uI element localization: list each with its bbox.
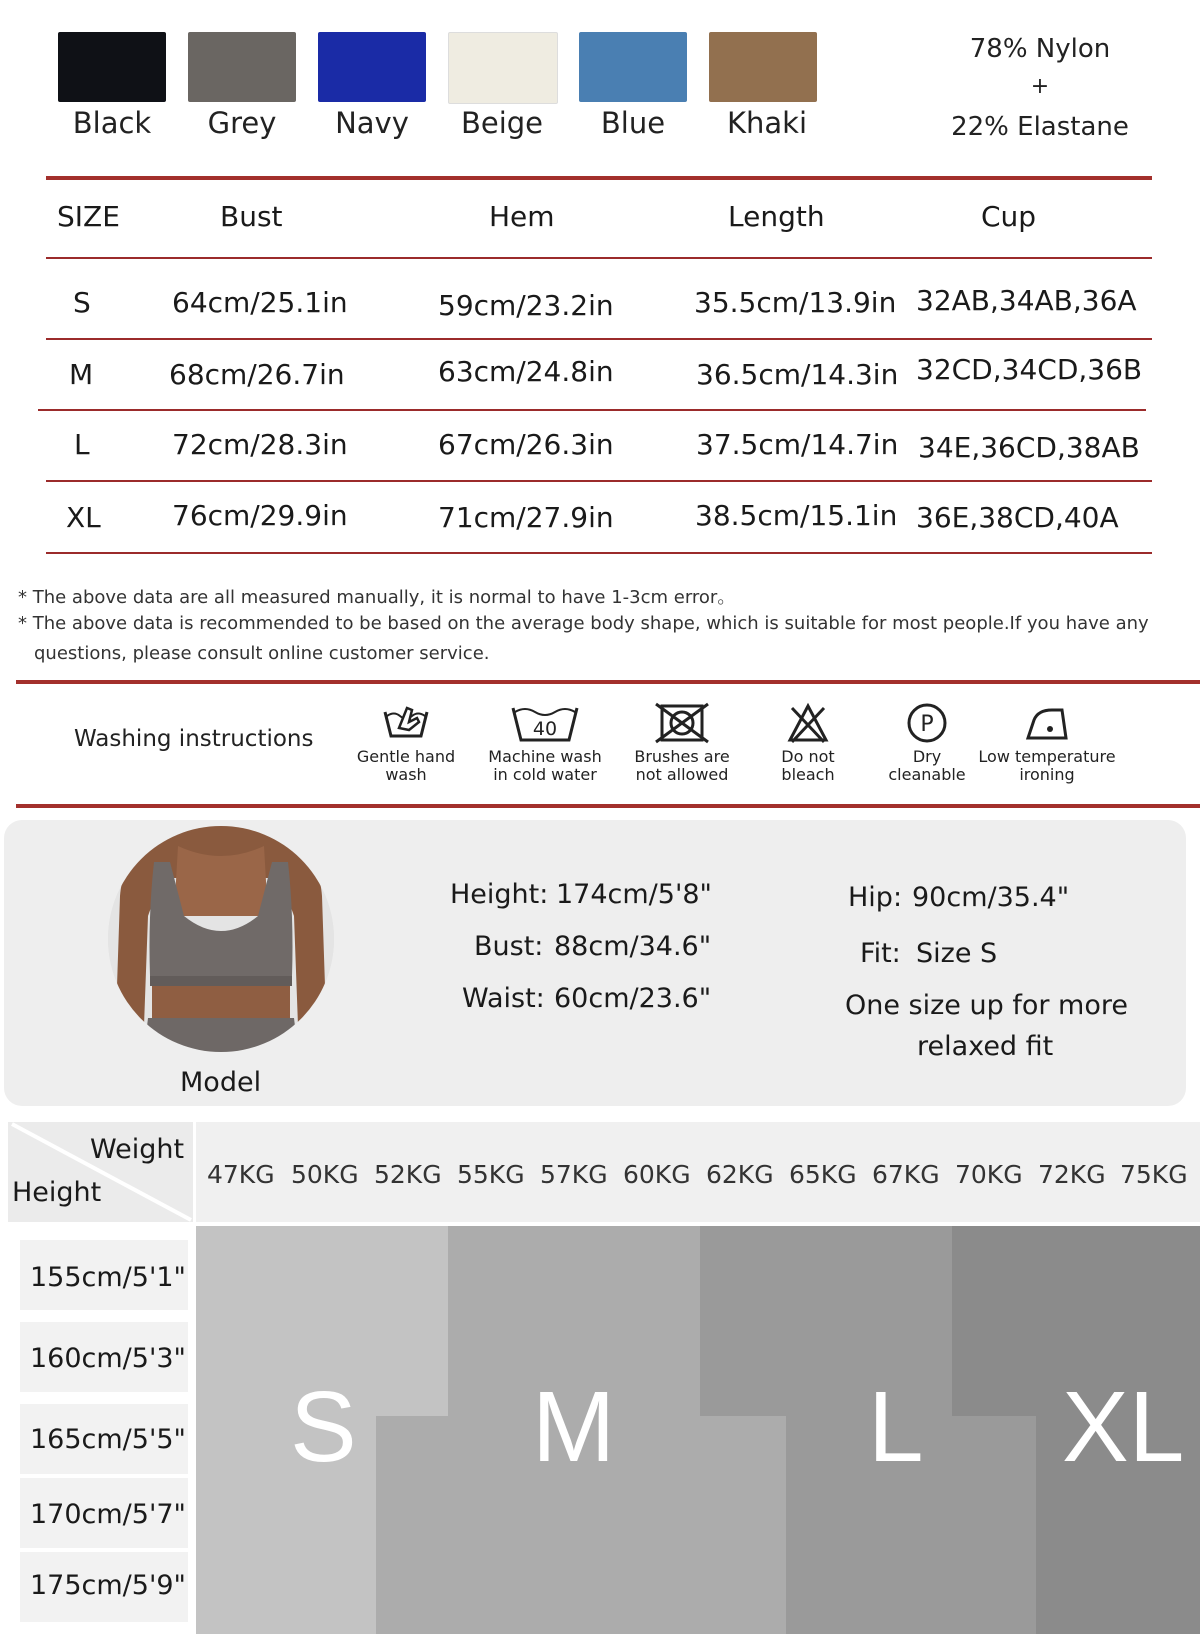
table-cell: 32AB,34AB,36A bbox=[916, 284, 1137, 317]
table-rule bbox=[38, 409, 1146, 411]
low-temp-iron-icon bbox=[1022, 702, 1072, 744]
weight-label: 50KG bbox=[291, 1160, 359, 1189]
table-cell: 38.5cm/15.1in bbox=[695, 499, 898, 532]
table-cell: M bbox=[69, 358, 94, 391]
swatch-navy bbox=[318, 32, 426, 102]
height-label: 160cm/5'3" bbox=[30, 1343, 186, 1374]
size-zone-m: M bbox=[532, 1371, 616, 1483]
swatch-label-grey: Grey bbox=[207, 106, 277, 140]
size-zone-s: S bbox=[290, 1371, 357, 1483]
dry-clean-icon bbox=[905, 702, 949, 744]
hip-label: Hip: bbox=[848, 882, 903, 913]
bust-value: 88cm/34.6" bbox=[554, 931, 712, 962]
wash-item-dry-clean bbox=[857, 702, 997, 784]
header-cup: Cup bbox=[981, 200, 1037, 233]
table-cell: 32CD,34CD,36B bbox=[916, 353, 1143, 386]
table-cell: 37.5cm/14.7in bbox=[696, 428, 899, 461]
swatch-grey bbox=[188, 32, 296, 102]
table-cell: XL bbox=[66, 501, 101, 534]
table-cell: 59cm/23.2in bbox=[438, 289, 614, 322]
washing-title: Washing instructions bbox=[74, 726, 314, 752]
table-cell: 34E,36CD,38AB bbox=[918, 431, 1140, 464]
model-silhouette bbox=[108, 826, 334, 1052]
no-bleach-icon bbox=[786, 702, 830, 744]
swatch-label-khaki: Khaki bbox=[726, 106, 808, 140]
bust-label: Bust: bbox=[474, 931, 544, 962]
swatch-label-navy: Navy bbox=[335, 106, 409, 140]
hip-value: 90cm/35.4" bbox=[912, 882, 1070, 913]
note-line: questions, please consult online customer service. bbox=[34, 643, 490, 664]
table-rule bbox=[46, 552, 1152, 554]
weight-label: 70KG bbox=[955, 1160, 1023, 1189]
swatch-black bbox=[58, 32, 166, 102]
weight-label: 47KG bbox=[207, 1160, 275, 1189]
height-label: 155cm/5'1" bbox=[30, 1262, 186, 1293]
swatch-label-beige: Beige bbox=[460, 106, 544, 140]
note-line: * The above data are all measured manually, it is normal to have 1-3cm error。 bbox=[18, 587, 736, 608]
table-top-rule bbox=[46, 176, 1152, 180]
table-cell: 36.5cm/14.3in bbox=[696, 358, 899, 391]
weight-axis-label: Weight bbox=[90, 1134, 185, 1165]
weight-label: 62KG bbox=[706, 1160, 774, 1189]
table-cell: L bbox=[74, 428, 90, 461]
table-rule bbox=[46, 257, 1152, 259]
wash-label: Dry cleanable bbox=[888, 747, 966, 784]
height-label: 165cm/5'5" bbox=[30, 1424, 186, 1455]
weight-label: 65KG bbox=[789, 1160, 857, 1189]
no-tumble-dry-icon bbox=[652, 702, 712, 744]
material-nylon: 78% Nylon bbox=[969, 34, 1111, 64]
material-plus: + bbox=[1030, 74, 1050, 99]
size-zone-l: L bbox=[868, 1371, 924, 1483]
height-label: 175cm/5'9" bbox=[30, 1570, 186, 1601]
washing-top-rule bbox=[16, 680, 1200, 684]
header-hem: Hem bbox=[489, 200, 555, 233]
wash-item-brush bbox=[612, 702, 752, 784]
header-size: SIZE bbox=[57, 200, 120, 233]
material-elastane: 22% Elastane bbox=[951, 112, 1129, 142]
table-cell: 36E,38CD,40A bbox=[916, 501, 1119, 534]
swatch-khaki bbox=[709, 32, 817, 102]
wash-label: Low temperature ironing bbox=[978, 747, 1116, 784]
height-label: Height: bbox=[450, 879, 549, 910]
machine-wash-icon bbox=[509, 702, 581, 744]
table-cell: 67cm/26.3in bbox=[438, 428, 614, 461]
table-cell: S bbox=[73, 286, 91, 319]
swatch-beige bbox=[448, 32, 558, 104]
height-axis-label: Height bbox=[12, 1177, 102, 1208]
header-length: Length bbox=[728, 200, 825, 233]
washing-bottom-rule bbox=[16, 804, 1200, 808]
waist-label: Waist: bbox=[462, 983, 545, 1014]
wash-label: Machine wash in cold water bbox=[488, 747, 602, 784]
fit-advice-1: One size up for more bbox=[845, 990, 1128, 1021]
swatch-blue bbox=[579, 32, 687, 102]
weight-label: 60KG bbox=[623, 1160, 691, 1189]
wash-item-iron bbox=[977, 702, 1117, 784]
weight-label: 57KG bbox=[540, 1160, 608, 1189]
weight-label: 72KG bbox=[1038, 1160, 1106, 1189]
header-bust: Bust bbox=[220, 200, 283, 233]
weight-label: 55KG bbox=[457, 1160, 525, 1189]
waist-value: 60cm/23.6" bbox=[554, 983, 712, 1014]
fit-label: Fit: bbox=[860, 938, 901, 969]
weight-label: 75KG bbox=[1120, 1160, 1188, 1189]
hand-wash-icon bbox=[381, 702, 431, 744]
swatch-label-blue: Blue bbox=[600, 106, 666, 140]
weight-label: 67KG bbox=[872, 1160, 940, 1189]
svg-text:40: 40 bbox=[532, 718, 558, 740]
height-value: 174cm/5'8" bbox=[556, 879, 712, 910]
swatch-label-black: Black bbox=[72, 106, 152, 140]
size-zone-xl: XL bbox=[1062, 1371, 1185, 1483]
weight-label: 52KG bbox=[374, 1160, 442, 1189]
table-rule bbox=[46, 338, 1152, 340]
model-photo bbox=[108, 826, 334, 1052]
table-cell: 63cm/24.8in bbox=[438, 355, 614, 388]
table-cell: 76cm/29.9in bbox=[172, 499, 348, 532]
table-cell: 72cm/28.3in bbox=[172, 428, 348, 461]
model-label: Model bbox=[180, 1067, 262, 1098]
wash-label: Gentle hand wash bbox=[356, 747, 456, 784]
note-line: * The above data is recommended to be based on the average body shape, which is suitable for most people.If you have any bbox=[18, 613, 1149, 634]
wash-label: Do not bleach bbox=[781, 747, 835, 784]
table-cell: 64cm/25.1in bbox=[172, 286, 348, 319]
height-label: 170cm/5'7" bbox=[30, 1499, 186, 1530]
wash-label: Brushes are not allowed bbox=[634, 747, 730, 784]
fit-value: Size S bbox=[916, 938, 998, 969]
wash-item-hand bbox=[336, 702, 476, 784]
table-cell: 68cm/26.7in bbox=[169, 358, 345, 391]
svg-text:P: P bbox=[920, 712, 934, 737]
table-cell: 71cm/27.9in bbox=[438, 501, 614, 534]
fit-advice-2: relaxed fit bbox=[917, 1031, 1054, 1062]
table-rule bbox=[46, 480, 1152, 482]
wash-item-machine bbox=[475, 702, 615, 784]
table-cell: 35.5cm/13.9in bbox=[694, 286, 897, 319]
